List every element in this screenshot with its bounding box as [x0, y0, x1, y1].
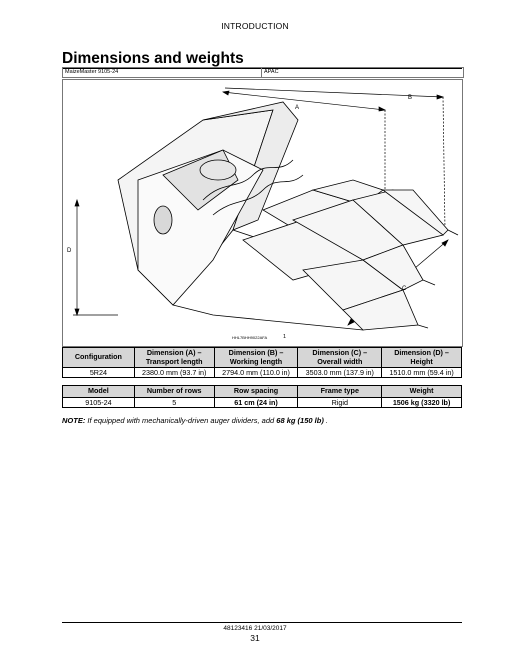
note-text: If equipped with mechanically-driven auger dividers, add	[85, 416, 277, 425]
model-table	[62, 385, 462, 408]
figure-caption: HHL7BHH9022AFA	[232, 335, 268, 340]
note-label: NOTE:	[62, 416, 86, 425]
row-snouts	[243, 180, 458, 330]
figure-frame	[62, 79, 463, 347]
page-number: 31	[250, 633, 260, 643]
cell: 2380.0 mm (93.7 in)	[134, 368, 214, 378]
note-weight: 68 kg (150 lb)	[276, 416, 324, 425]
model-ident-bar	[62, 67, 464, 78]
col-dimension-d: Dimension (D) – Height	[382, 348, 462, 368]
label-b: B	[408, 95, 413, 101]
dim-a-line	[223, 92, 385, 110]
page-title: Dimensions and weights	[62, 50, 244, 67]
cell: 3503.0 mm (137.9 in)	[298, 368, 382, 378]
ident-model: MaizeMaster 9105-24	[63, 68, 262, 77]
label-c: C	[402, 286, 407, 292]
col-dimension-c: Dimension (C) – Overall width	[298, 348, 382, 368]
label-d: D	[67, 248, 72, 254]
table-header-row	[63, 386, 462, 398]
col-dimension-b: Dimension (B) – Working length	[214, 348, 298, 368]
cell: Rigid	[298, 398, 382, 408]
col-rows: Number of rows	[134, 386, 214, 398]
label-a: A	[295, 105, 300, 111]
doc-id: 48123416 21/03/2017	[223, 625, 287, 632]
note	[62, 416, 328, 425]
table-row	[63, 368, 462, 378]
cell: 1506 kg (3320 lb)	[382, 398, 462, 408]
cell: 2794.0 mm (110.0 in)	[214, 368, 298, 378]
col-row-spacing: Row spacing	[214, 386, 298, 398]
col-model: Model	[63, 386, 135, 398]
cell: 5R24	[63, 368, 135, 378]
cell: 5	[134, 398, 214, 408]
footer-rule	[62, 622, 462, 623]
note-end: .	[323, 416, 328, 425]
table-header-row	[63, 348, 462, 368]
col-configuration: Configuration	[63, 348, 135, 368]
ident-region: APAC	[264, 69, 279, 75]
cell: 61 cm (24 in)	[214, 398, 298, 408]
col-dimension-a: Dimension (A) – Transport length	[134, 348, 214, 368]
cell: 1510.0 mm (59.4 in)	[382, 368, 462, 378]
table-row	[63, 398, 462, 408]
cell: 9105-24	[63, 398, 135, 408]
dimensions-table	[62, 347, 462, 378]
col-frame-type: Frame type	[298, 386, 382, 398]
col-weight: Weight	[382, 386, 462, 398]
header-drawing	[63, 80, 462, 346]
figure-number: 1	[283, 334, 287, 340]
section-header: INTRODUCTION	[221, 21, 289, 31]
